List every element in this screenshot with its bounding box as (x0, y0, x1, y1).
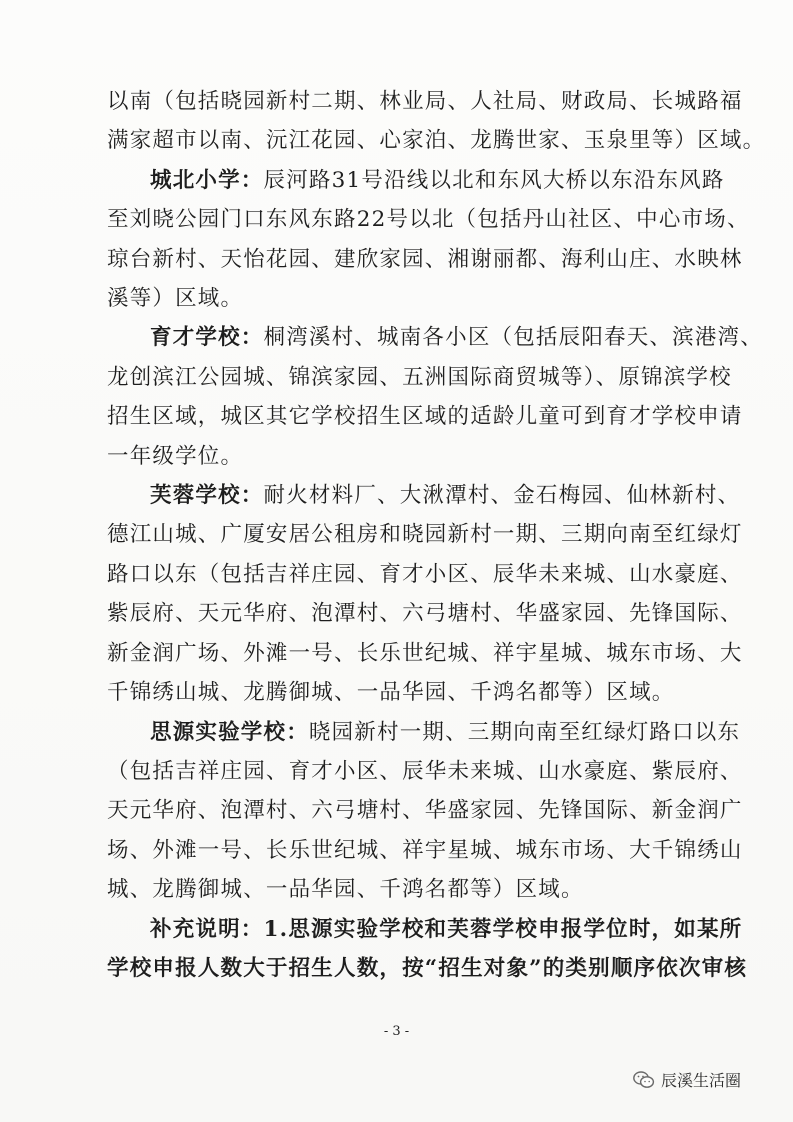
paragraph-line: 天元华府、泡潭村、六弓塘村、华盛家园、先锋国际、新金润广 (107, 798, 743, 824)
paragraph-yucai (107, 318, 763, 476)
paragraph-1 (107, 82, 766, 161)
paragraph-line: 桐湾溪村、城南各小区（包括辰阳春天、滨港湾、 (263, 325, 763, 351)
section-heading: 育才学校： (150, 325, 264, 351)
section-heading: 思源实验学校： (150, 719, 309, 745)
paragraph-line: （包括吉祥庄园、育才小区、辰华未来城、山水豪庭、紫辰府、 (107, 758, 743, 784)
paragraph-line: 以南（包括晓园新村二期、林业局、人社局、财政局、长城路福 (107, 89, 743, 114)
section-heading: 补充说明： (150, 916, 264, 942)
paragraph-line: 场、外滩一号、长乐世纪城、祥宇星城、城东市场、大千锦绣山 (107, 837, 743, 863)
paragraph-line: 耐火材料厂、大湫潭村、金石梅园、仙林新村、 (263, 483, 741, 509)
watermark-text: 辰溪生活圈 (661, 1071, 742, 1090)
paragraph-line: 辰河路31号沿线以北和东风大桥以东沿东风路 (263, 167, 725, 193)
paragraph-line: 城、龙腾御城、一品华园、千鸿名都等）区域。 (107, 877, 584, 903)
paragraph-line: 晓园新村一期、三期向南至红绿灯路口以东 (308, 719, 741, 745)
paragraph-line: 招生区域，城区其它学校招生区域的适龄儿童可到育才学校申请 (107, 404, 743, 430)
paragraph-line: 新金润广场、外滩一号、长乐世纪城、祥宇星城、城东市场、大 (107, 640, 743, 666)
paragraph-chengbei (107, 161, 750, 319)
paragraph-siyuan (107, 713, 743, 910)
paragraph-supplement (107, 910, 748, 989)
wechat-icon (633, 1071, 655, 1089)
paragraph-line: 一年级学位。 (107, 443, 244, 469)
paragraph-line: 1.思源实验学校和芙蓉学校申报学位时，如某所 (263, 916, 743, 942)
section-heading: 芙蓉学校： (150, 483, 264, 509)
paragraph-line: 溪等）区域。 (107, 286, 244, 312)
paragraph-line: 龙创滨江公园城、锦滨家园、五洲国际商贸城等）、原锦滨学校 (107, 364, 732, 390)
document-body (107, 82, 766, 988)
paragraph-line: 学校申报人数大于招生人数，按“招生对象”的类别顺序依次审核 (107, 955, 748, 981)
paragraph-line: 德江山城、广厦安居公租房和晓园新村一期、三期向南至红绿灯 (107, 522, 743, 548)
paragraph-line: 紫辰府、天元华府、泡潭村、六弓塘村、华盛家园、先锋国际、 (107, 601, 743, 627)
paragraph-line: 琼台新村、天怡花园、建欣家园、湘谢丽都、海利山庄、水映林 (107, 246, 743, 272)
paragraph-line: 路口以东（包括吉祥庄园、育才小区、辰华未来城、山水豪庭、 (107, 561, 743, 587)
page-number: - 3 - (383, 1024, 410, 1039)
watermark (633, 1068, 741, 1091)
paragraph-furong (107, 476, 743, 712)
paragraph-line: 至刘晓公园门口东风东路22号以北（包括丹山社区、中心市场、 (107, 207, 750, 233)
paragraph-line: 千锦绣山城、龙腾御城、一品华园、千鸿名都等）区域。 (107, 680, 675, 706)
paragraph-line: 满家超市以南、沅江花园、心家泊、龙腾世家、玉泉里等）区域。 (107, 128, 766, 154)
section-heading: 城北小学： (150, 167, 264, 193)
